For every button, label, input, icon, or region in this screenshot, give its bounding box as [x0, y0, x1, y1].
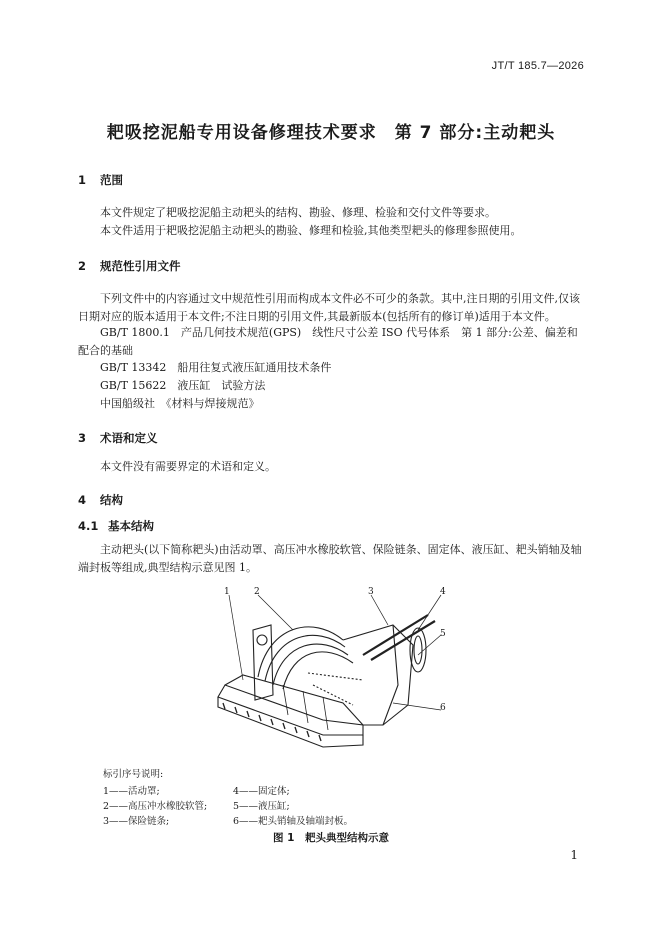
section-2-intro: 下列文件中的内容通过文中规范性引用而构成本文件必不可少的条款。其中,注日期的引用文件,仅该日期对应的版本适用于本文件;不注日期的引用文件,其最新版本(包括所有的修订单)适用于本文件。: [78, 292, 580, 323]
visor-outline: [218, 685, 363, 735]
reference-item: 中国船级社 《材料与焊接规范》: [100, 397, 260, 410]
page-number: 1: [570, 848, 578, 862]
leader-line: [371, 595, 388, 625]
document-title: 耙吸挖泥船专用设备修理技术要求 第 7 部分:主动耙头: [106, 123, 556, 143]
leader-line: [258, 595, 293, 630]
hose-arc: [265, 635, 345, 681]
section-number: 4: [78, 493, 87, 507]
section-title: 术语和定义: [100, 431, 158, 445]
hose-arc: [283, 652, 353, 689]
reference-item: GB/T 13342 船用往复式液压缸通用技术条件: [100, 361, 332, 374]
callout-4: 4: [440, 587, 446, 597]
flange-inner: [414, 636, 422, 664]
callout-6: 6: [440, 703, 446, 713]
section-number: 2: [78, 259, 87, 273]
legend-title: 标引序号说明:: [103, 769, 164, 780]
section-3-heading: [78, 430, 158, 446]
subsection-4-1-para: 主动耙头(以下简称耙头)由活动罩、高压冲水橡胶软管、保险链条、固定体、液压缸、耙头销轴及轴端封板等组成,典型结构示意见图 1。: [78, 543, 582, 574]
legend-item: 4——固定体;: [233, 786, 290, 797]
section-1-para-2: 本文件适用于耙吸挖泥船主动耙头的勘验、修理和检验,其他类型耙头的修理参照使用。: [100, 224, 522, 237]
section-3-para: 本文件没有需要界定的术语和定义。: [100, 460, 276, 473]
reference-item: GB/T 1800.1 产品几何技术规范(GPS) 线性尺寸公差 ISO 代号体系 第 1 部分:公差、偏差和配合的基础: [78, 326, 578, 357]
subsection-number: 4.1: [78, 519, 99, 533]
callout-3: 3: [368, 587, 374, 597]
legend-item: 2——高压冲水橡胶软管;: [103, 801, 208, 812]
reference-item: GB/T 15622 液压缸 试验方法: [100, 379, 266, 392]
draghead-figure: [213, 585, 463, 763]
section-2-heading: [78, 258, 181, 274]
pin-hole: [257, 635, 267, 645]
section-number: 3: [78, 431, 87, 445]
section-number: 1: [78, 173, 87, 187]
section-4-heading: [78, 492, 123, 508]
section-title: 规范性引用文件: [100, 259, 181, 273]
section-1-heading: [78, 172, 123, 188]
legend-item: 6——耙头销轴及轴端封板。: [233, 816, 354, 827]
fixed-body-edge: [383, 625, 398, 725]
callout-2: 2: [254, 587, 260, 597]
callout-1: 1: [224, 587, 230, 597]
subsection-title: 基本结构: [108, 519, 154, 533]
subsection-4-1-heading: [78, 518, 154, 534]
safety-chain: [308, 673, 363, 680]
figure-caption: 图 1 耙头典型结构示意: [273, 832, 389, 844]
section-title: 结构: [100, 493, 123, 507]
section-1-para-1: 本文件规定了耙吸挖泥船主动耙头的结构、勘验、修理、检验和交付文件等要求。: [100, 206, 496, 219]
legend-item: 3——保险链条;: [103, 816, 170, 827]
standard-code: JT/T 185.7—2026: [491, 60, 584, 72]
section-title: 范围: [100, 173, 123, 187]
callout-5: 5: [440, 629, 446, 639]
hose-arc: [273, 644, 348, 685]
safety-chain: [313, 685, 353, 705]
legend-item: 5——液压缸;: [233, 801, 290, 812]
leader-line: [229, 595, 243, 680]
side-plate: [253, 625, 273, 700]
leader-line: [393, 703, 441, 710]
teeth: [223, 703, 321, 741]
legend-item: 1——活动罩;: [103, 786, 160, 797]
